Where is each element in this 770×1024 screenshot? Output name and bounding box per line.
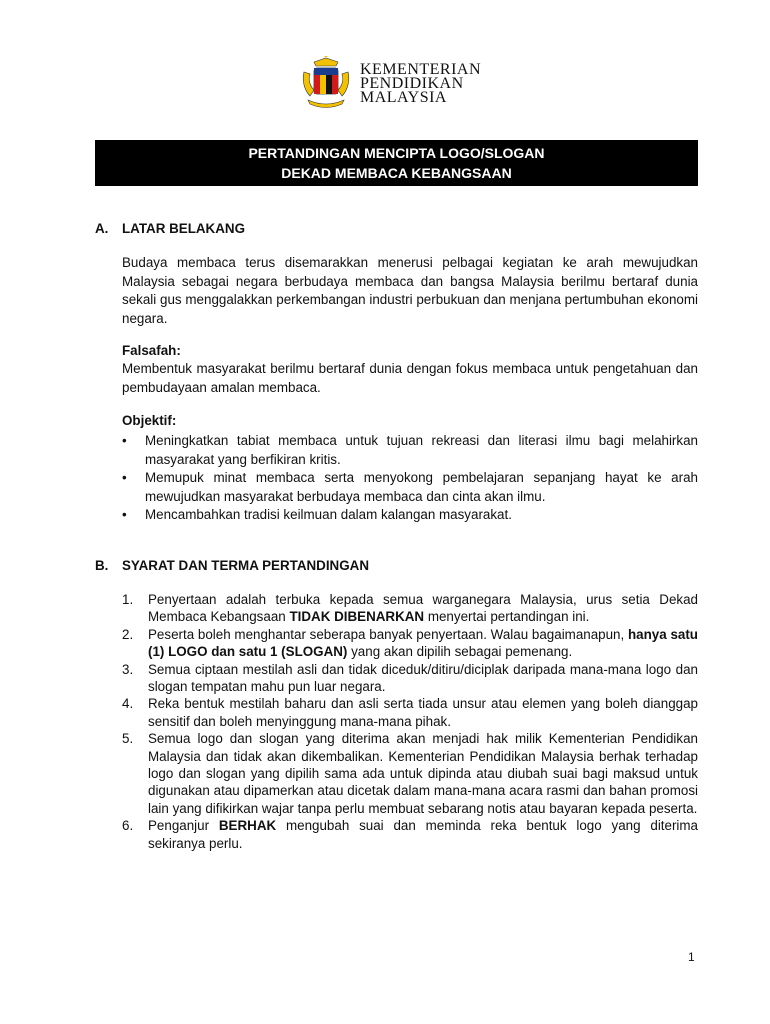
item-bold-text: hanya satu (1) LOGO dan satu 1 (SLOGAN) bbox=[148, 626, 698, 660]
ministry-line-3: MALAYSIA bbox=[360, 89, 447, 106]
item-bold-text: TIDAK DIBENARKAN bbox=[289, 609, 425, 625]
item-text: Peserta boleh menghantar seberapa banyak penyertaan. Walau bagaimanapun, bbox=[148, 626, 628, 642]
item-number: 2. bbox=[122, 626, 134, 642]
item-text: Reka bentuk mestilah baharu dan asli serta tiada unsur atau elemen yang boleh dianggap sensitif dan boleh menyinggung mana-mana pihak. bbox=[148, 696, 698, 729]
list-item bbox=[122, 730, 698, 817]
item-text-end: mengubah suai dan meminda reka bentuk logo yang diterima sekiranya perlu. bbox=[148, 818, 698, 851]
coat-of-arms-icon bbox=[296, 56, 356, 112]
item-number: 4. bbox=[122, 696, 134, 712]
item-text: Penganjur bbox=[148, 818, 219, 834]
section-a-title: LATAR BELAKANG bbox=[122, 221, 245, 236]
list-item bbox=[122, 626, 698, 661]
item-bold-text: BERHAK bbox=[218, 818, 277, 834]
list-item bbox=[122, 661, 698, 696]
objektif-label: Objektif: bbox=[122, 413, 177, 428]
ministry-line-1: KEMENTERIAN bbox=[360, 61, 482, 78]
title-line-2: DEKAD MEMBACA KEBANGSAAN bbox=[281, 165, 512, 181]
background-paragraph: Budaya membaca terus disemarakkan menerusi pelbagai kegiatan ke arah mewujudkan Malaysia sebagai negara berbudaya membaca dan bangsa Malaysia berilmu bertaraf dunia sekali gus menggalakkan perkembangan industri perbukuan dan menjana pertumbuhan ekonomi negara. bbox=[122, 255, 698, 326]
title-line-1: PERTANDINGAN MENCIPTA LOGO/SLOGAN bbox=[248, 145, 545, 161]
item-number: 5. bbox=[122, 731, 134, 747]
item-text: Semua logo dan slogan yang diterima akan menjadi hak milik Kementerian Pendidikan Malaysia dan tidak akan dikembalikan. Kementerian Pendidikan Malaysia berhak terhadap logo dan slogan yang dipilih sama ada untuk dipinda atau diubah suai bagi maksud untuk digunakan atau dipamerkan atau dicetak dalam mana-mana acara rasmi dan bahan promosi lain yang difikirkan wajar tanpa perlu membuat sebarang notis atau bayaran kepada peserta. bbox=[148, 731, 698, 816]
section-b-letter: B. bbox=[95, 558, 109, 573]
ministry-line-2: PENDIDIKAN bbox=[360, 75, 464, 92]
document-title bbox=[95, 140, 698, 186]
section-b-title: SYARAT DAN TERMA PERTANDINGAN bbox=[122, 558, 369, 573]
item-number: 3. bbox=[122, 661, 134, 677]
item-number: 1. bbox=[122, 592, 134, 607]
ministry-name bbox=[360, 63, 481, 105]
list-item: • Mencambahkan tradisi keilmuan dalam kalangan masyarakat. bbox=[122, 506, 698, 525]
list-item: • Memupuk minat membaca serta menyokong pembelajaran sepanjang hayat ke arah mewujudkan masyarakat berbudaya membaca dan cinta akan ilmu. bbox=[122, 469, 698, 506]
terms-list bbox=[122, 591, 698, 852]
item-text-end: yang akan dipilih sebagai pemenang. bbox=[347, 644, 573, 660]
list-item: • Meningkatkan tabiat membaca untuk tujuan rekreasi dan literasi ilmu bagi melahirkan masyarakat yang berfikiran kritis. bbox=[122, 432, 698, 469]
item-number: 6. bbox=[122, 818, 134, 834]
falsafah-text: Membentuk masyarakat berilmu bertaraf dunia dengan fokus membaca untuk pengetahuan dan pembudayaan amalan membaca. bbox=[122, 361, 698, 395]
list-item bbox=[122, 591, 698, 626]
section-a-letter: A. bbox=[95, 221, 109, 236]
item-text: Penyertaan adalah terbuka kepada semua warganegara Malaysia, urus setia Dekad Membaca Kebangsaan bbox=[148, 592, 698, 625]
item-text-end: menyertai pertandingan ini. bbox=[424, 609, 590, 625]
list-item bbox=[122, 817, 698, 852]
page-number: 1 bbox=[688, 950, 695, 964]
falsafah-label: Falsafah: bbox=[122, 343, 181, 358]
list-item bbox=[122, 695, 698, 730]
ministry-logo bbox=[296, 56, 481, 112]
objektif-list bbox=[122, 432, 698, 525]
item-text: Semua ciptaan mestilah asli dan tidak diceduk/ditiru/diciplak daripada mana-mana logo dan slogan tempatan mahu pun luar negara. bbox=[148, 661, 698, 695]
